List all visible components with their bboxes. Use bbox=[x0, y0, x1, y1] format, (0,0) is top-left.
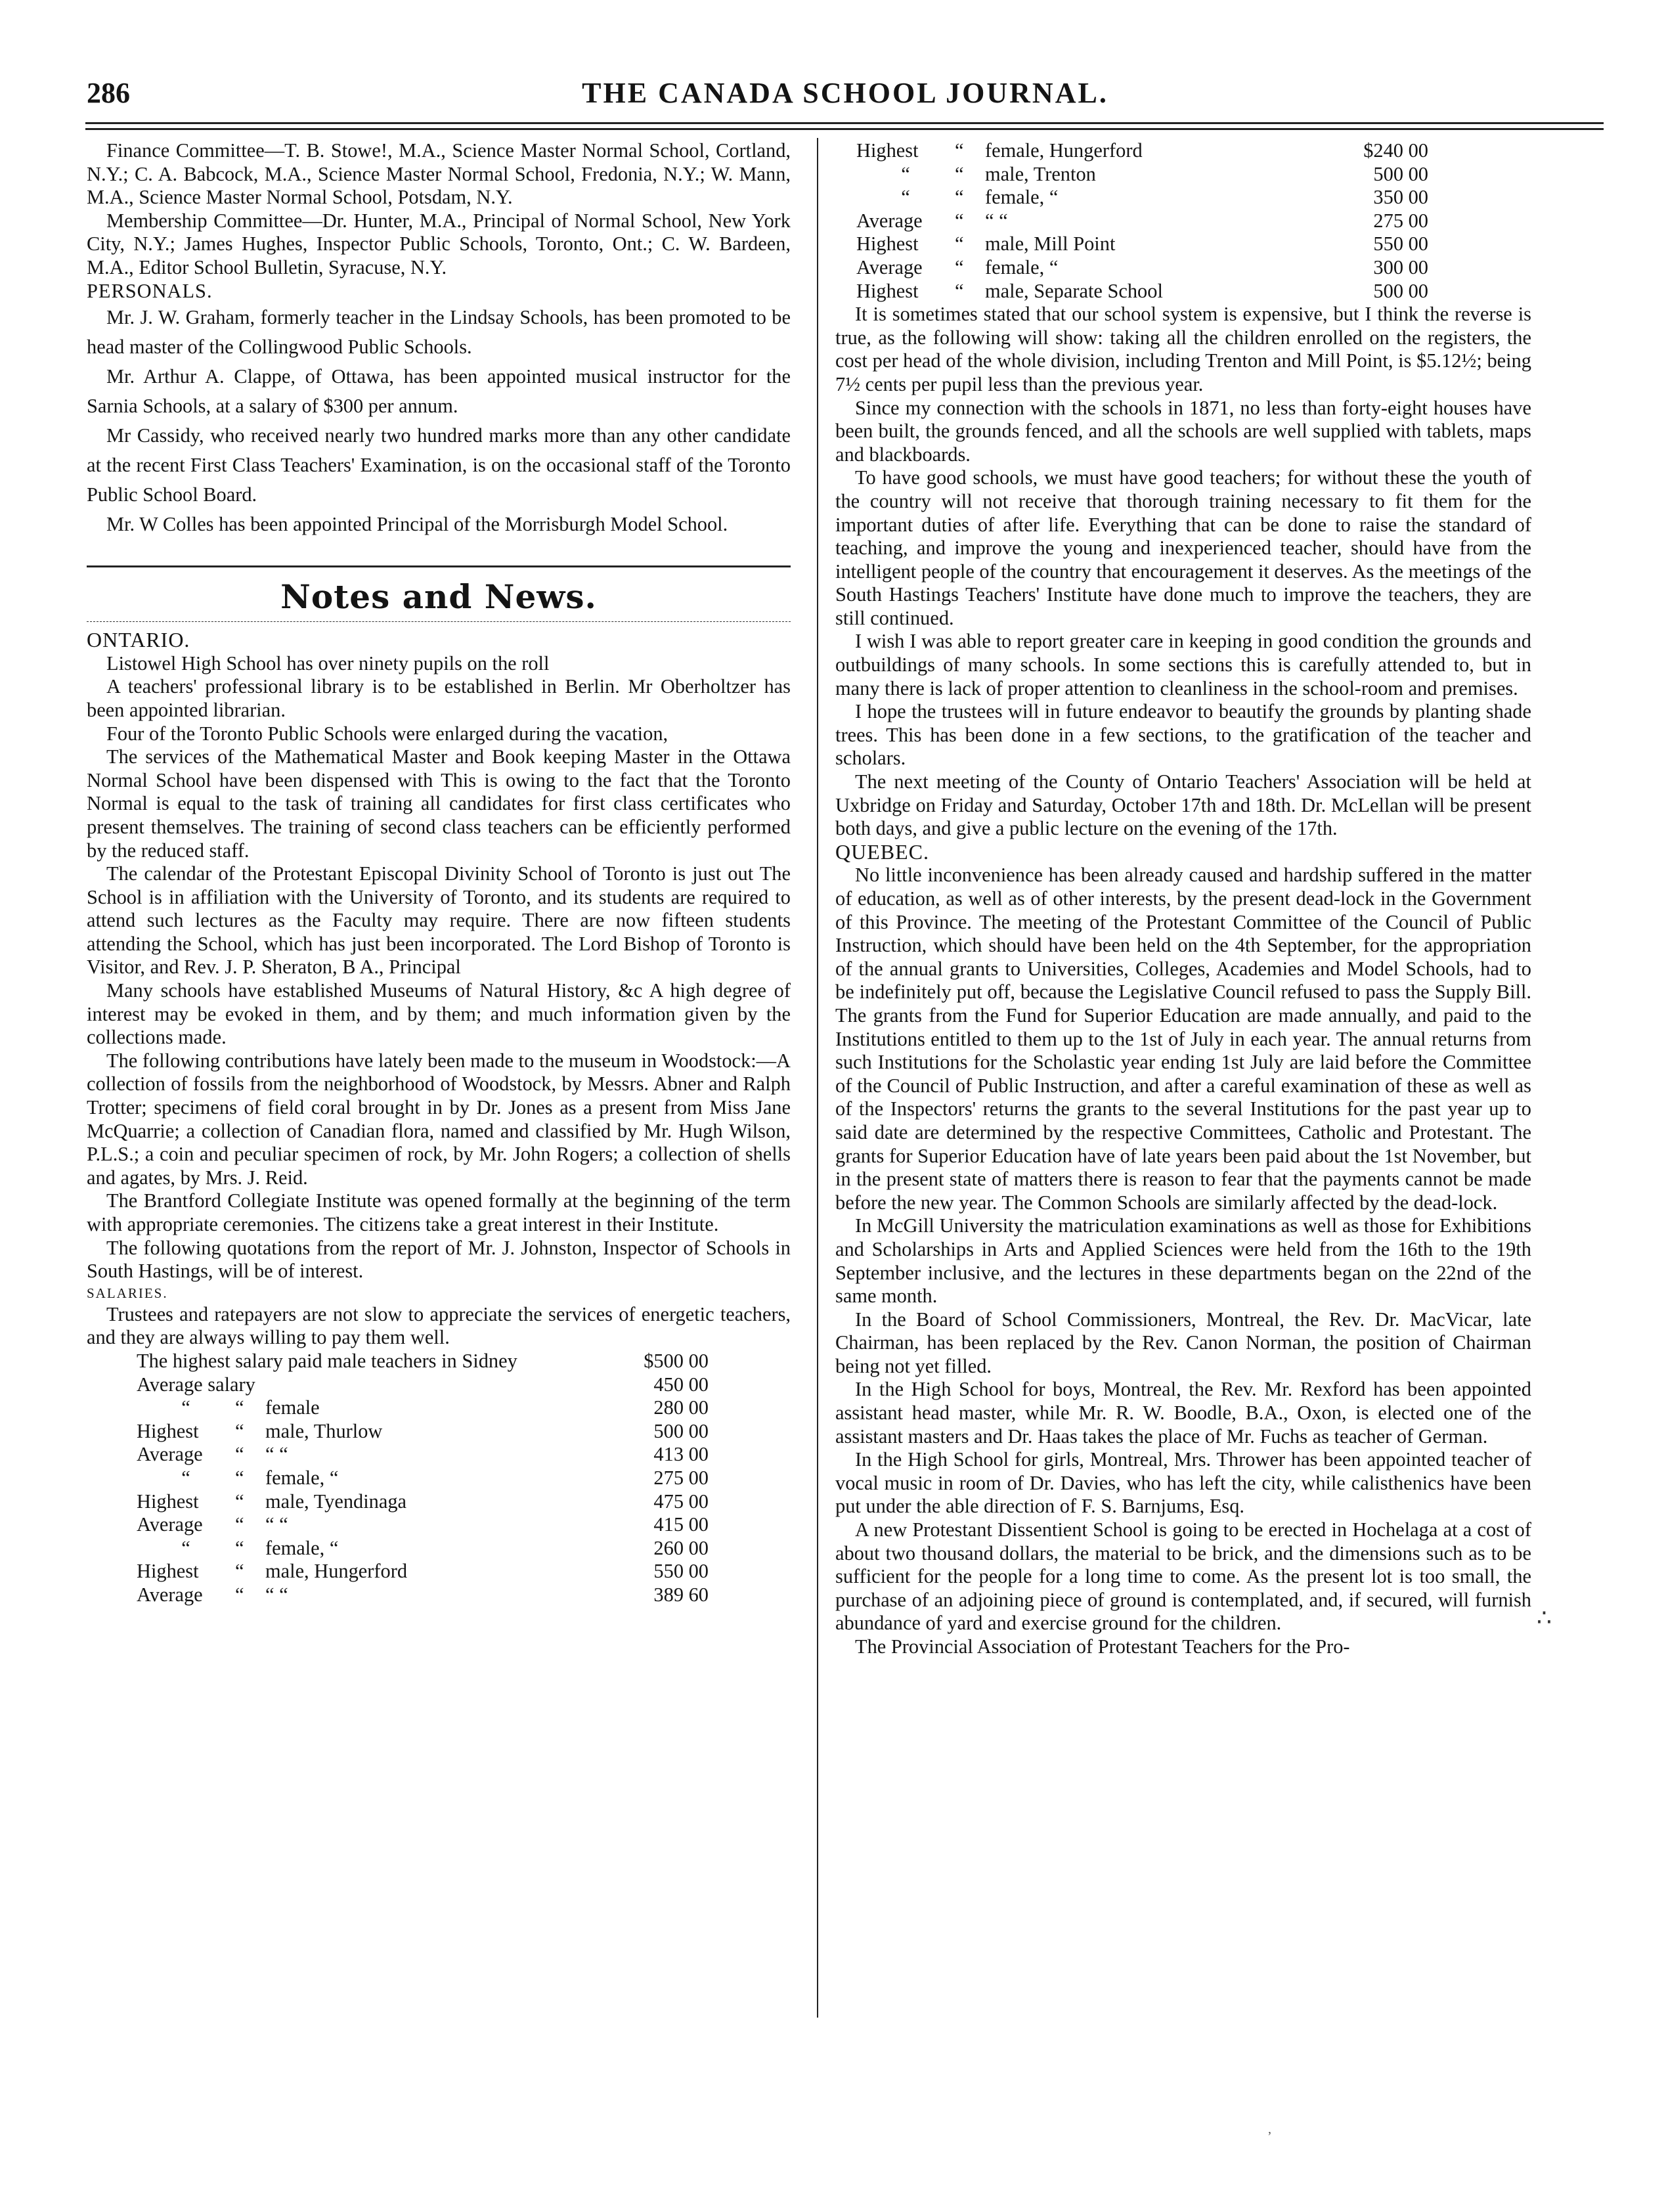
salary-ditto: “ bbox=[955, 209, 964, 232]
salary-amount: 413 00 bbox=[653, 1443, 709, 1466]
salary-description: “ “ bbox=[985, 209, 1008, 232]
salary-description: “ “ bbox=[265, 1443, 288, 1466]
left-ontario-paragraph: Listowel High School has over ninety pupils on the roll bbox=[106, 652, 550, 675]
left-ontario-paragraph: The Brantford Collegiate Institute was opened formally at the beginning of the term with appropriate ceremonies. The citizens take a great interest in their Institute. bbox=[87, 1189, 791, 1235]
salaries-intro: Trustees and ratepayers are not slow to appreciate the services of energetic teachers, and they are always willing to pay them well. bbox=[87, 1302, 791, 1349]
salary-description: female, “ bbox=[985, 186, 1059, 209]
salary-rank: Highest bbox=[856, 232, 919, 255]
salary-amount: 500 00 bbox=[1373, 162, 1428, 185]
salary-row bbox=[856, 280, 1428, 303]
salary-row bbox=[137, 1467, 709, 1490]
salary-ditto: “ bbox=[235, 1536, 244, 1559]
quebec-heading: QUEBEC. bbox=[835, 839, 929, 864]
ontario-news-continued bbox=[835, 303, 1531, 841]
salary-amount: 275 00 bbox=[1373, 209, 1428, 232]
salary-row bbox=[856, 186, 1428, 210]
quebec-news bbox=[835, 864, 1531, 1658]
salary-ditto: “ bbox=[235, 1443, 244, 1466]
salary-rank: Highest bbox=[137, 1490, 199, 1513]
salary-row bbox=[137, 1443, 709, 1467]
right-column bbox=[835, 139, 1531, 1659]
salary-table-right bbox=[856, 139, 1428, 303]
salary-ditto: “ bbox=[955, 162, 964, 185]
salary-description: female, “ bbox=[265, 1536, 339, 1559]
right-quebec-paragraph: The Provincial Association of Protestant Teachers for the Pro- bbox=[855, 1635, 1350, 1658]
salary-amount: 280 00 bbox=[653, 1396, 709, 1419]
left-ontario-paragraph: Four of the Toronto Public Schools were enlarged during the vacation, bbox=[106, 722, 669, 745]
committee-list bbox=[87, 139, 791, 280]
salary-description: female, “ bbox=[265, 1466, 339, 1489]
salary-row bbox=[137, 1350, 709, 1373]
salary-row bbox=[137, 1420, 709, 1444]
right-ontario-paragraph: It is sometimes stated that our school system is expensive, but I think the reverse is true, as the following will show: taking all the children enrolled on the registers, the cost per head of the whole division, including Trenton and Mill Point, is $5.12½; being 7½ cents per pupil less than the previous year. bbox=[835, 303, 1531, 395]
salary-ditto: “ bbox=[235, 1490, 244, 1513]
left-column bbox=[87, 139, 791, 1607]
salary-description: male, Thurlow bbox=[265, 1419, 383, 1442]
right-ontario-paragraph: Since my connection with the schools in 1871, no less than forty-eight houses have been built, the grounds fenced, and all the schools are well supplied with tablets, maps and blackboards. bbox=[835, 396, 1531, 466]
salary-row bbox=[137, 1537, 709, 1560]
salary-description: male, Mill Point bbox=[985, 232, 1116, 255]
salary-ditto: “ bbox=[955, 139, 964, 162]
salary-amount: $500 00 bbox=[644, 1349, 709, 1372]
salary-description: female, “ bbox=[985, 255, 1059, 278]
salary-row bbox=[856, 232, 1428, 256]
salary-amount: $240 00 bbox=[1363, 139, 1428, 162]
column-divider bbox=[817, 138, 818, 2018]
salary-rank: Highest bbox=[137, 1560, 199, 1583]
salary-amount: 500 00 bbox=[653, 1419, 709, 1442]
salary-description: “ “ bbox=[265, 1513, 288, 1536]
right-quebec-paragraph: No little inconvenience has been already caused and hardship suffered in the matter of education, as well as of other interests, by the present dead-lock in the Government of this Province. The meeting of the Protestant Committee of the Council of Public Instruction, which should have been held on the 4th September, for the appropriation of the annual grants to Universities, Colleges, Academies and Model Schools, had to be indefinitely put off, because the Legislative Council refused to pass the Supply Bill. The grants from the Fund for Superior Education are made annually, and paid to the Institutions entitled to them up to the 1st of July in each year. The annual returns from such Institutions for the Scholastic year ending 1st July are laid before the Committee of the Council of Public Instruction, and after a careful examination of these as well as of the Inspectors' returns the grants to the several Institutions for the past year up to said date are determined by the respective Committees, Catholic and Protestant. The grants for Superior Education have of late years been paid about the 1st November, but in the present state of matters there is reason to fear that the payments cannot be made before the new year. The Common Schools are similarly affected by the dead-lock. bbox=[835, 864, 1531, 1214]
left-personals-paragraph: Mr. Arthur A. Clappe, of Ottawa, has been appointed musical instructor for the Sarnia Schools, at a salary of $300 per annum. bbox=[87, 365, 791, 418]
salary-description: male, Tyendinaga bbox=[265, 1490, 407, 1513]
right-ontario-paragraph: The next meeting of the County of Ontario Teachers' Association will be held at Uxbridge on Friday and Saturday, October 17th and 18th. Dr. McLellan will be present both days, and give a public lecture on the evening of the 17th. bbox=[835, 770, 1531, 840]
salary-rank: Average salary bbox=[137, 1373, 255, 1396]
salary-description: female, Hungerford bbox=[985, 139, 1143, 162]
salary-ditto: “ bbox=[235, 1583, 244, 1606]
left-intro-paragraph: Finance Committee—T. B. Stowe!, M.A., Science Master Normal School, Cortland, N.Y.; C. A. Babcock, M.A., Science Master Normal School, Fredonia, N.Y.; W. Mann, M.A., Science Master Normal School, Potsdam, N.Y. bbox=[87, 139, 791, 209]
salaries-heading: SALARIES. bbox=[87, 1285, 168, 1301]
salary-rank: “ bbox=[181, 1536, 190, 1559]
margin-ink-mark: ∴ bbox=[1537, 1604, 1552, 1631]
salary-row bbox=[137, 1490, 709, 1514]
salary-ditto: “ bbox=[235, 1466, 244, 1489]
salary-amount: 415 00 bbox=[653, 1513, 709, 1536]
notes-and-news-heading: Notes and News. bbox=[280, 577, 597, 617]
section-rule bbox=[87, 565, 791, 567]
salary-ditto: “ bbox=[955, 279, 964, 302]
salary-ditto: “ bbox=[955, 255, 964, 278]
right-quebec-paragraph: In the Board of School Commissioners, Montreal, the Rev. Dr. MacVicar, late Chairman, has been replaced by the Rev. Canon Norman, the position of Chairman being not yet filled. bbox=[835, 1308, 1531, 1377]
left-ontario-paragraph: Many schools have established Museums of Natural History, &c A high degree of interest may be evoked in them, and by them; and much information given by the collections made. bbox=[87, 979, 791, 1049]
salary-row bbox=[137, 1560, 709, 1583]
salary-row bbox=[137, 1373, 709, 1397]
salary-description: male, Hungerford bbox=[265, 1560, 408, 1583]
salary-row bbox=[137, 1396, 709, 1420]
right-quebec-paragraph: In the High School for girls, Montreal, Mrs. Thrower has been appointed teacher of vocal music in room of Dr. Davies, who has left the city, while calisthenics have been put under the able direction of F. S. Barnjums, Esq. bbox=[835, 1448, 1531, 1518]
salary-ditto: “ bbox=[235, 1560, 244, 1583]
salary-amount: 550 00 bbox=[1373, 232, 1428, 255]
salary-ditto: “ bbox=[955, 186, 964, 209]
salary-row bbox=[856, 163, 1428, 187]
left-ontario-paragraph: The following contributions have lately been made to the museum in Woodstock:—A collection of fossils from the neighborhood of Woodstock, by Messrs. Abner and Ralph Trotter; specimens of field coral brought in by Dr. Jones as a present from Miss Jane McQuarrie; a collection of Canadian flora, named and classified by Mr. Hugh Wilson, P.L.S.; a coin and peculiar specimen of rock, by Mr. John Rogers; a collection of shells and agates, by Mrs. J. Reid. bbox=[87, 1049, 791, 1189]
salary-rank: Highest bbox=[856, 279, 919, 302]
right-ontario-paragraph: I wish I was able to report greater care in keeping in good condition the grounds and outbuildings of many schools. In some sections this is carefully attended to, but in many there is lack of proper attention to cleanliness in the school-room and premises. bbox=[835, 630, 1531, 699]
stray-ink-dot: ’ bbox=[1267, 2129, 1272, 2144]
salary-amount: 450 00 bbox=[653, 1373, 709, 1396]
salary-amount: 275 00 bbox=[653, 1466, 709, 1489]
left-intro-paragraph: Membership Committee—Dr. Hunter, M.A., Principal of Normal School, New York City, N.Y.; James Hughes, Inspector Public Schools, Toronto, Ont.; C. W. Bardeen, M.A., Editor School Bulletin, Syracuse, N.Y. bbox=[87, 209, 791, 278]
ontario-news bbox=[87, 652, 791, 1283]
salary-ditto: “ bbox=[955, 232, 964, 255]
salary-ditto: “ bbox=[235, 1419, 244, 1442]
salary-amount: 300 00 bbox=[1373, 255, 1428, 278]
salary-row bbox=[137, 1513, 709, 1537]
right-quebec-paragraph: A new Protestant Dissentient School is going to be erected in Hochelaga at a cost of about two thousand dollars, the material to be brick, and the dimensions such as to be sufficient for the people for a long time to come. As the present lot is too small, the purchase of an adjoining piece of ground is contemplated, and, if secured, will furnish abundance of yard and exercise ground for the children. bbox=[835, 1518, 1531, 1635]
ontario-heading: ONTARIO. bbox=[87, 628, 190, 652]
salary-rank: Average bbox=[137, 1583, 203, 1606]
salary-amount: 350 00 bbox=[1373, 186, 1428, 209]
salary-amount: 389 60 bbox=[653, 1583, 709, 1606]
left-ontario-paragraph: A teachers' professional library is to be established in Berlin. Mr Oberholtzer has been appointed librarian. bbox=[87, 675, 791, 721]
salary-ditto: “ bbox=[235, 1513, 244, 1536]
salary-rank: Average bbox=[137, 1513, 203, 1536]
left-personals-paragraph: Mr. J. W. Graham, formerly teacher in the Lindsay Schools, has been promoted to be head master of the Collingwood Public Schools. bbox=[87, 306, 791, 359]
salary-rank: Highest bbox=[137, 1419, 199, 1442]
salary-description: “ “ bbox=[265, 1583, 288, 1606]
left-personals-paragraph: Mr Cassidy, who received nearly two hundred marks more than any other candidate at the recent First Class Teachers' Examination, is on the occasional staff of the Toronto Public School Board. bbox=[87, 424, 791, 506]
salary-description: male, Separate School bbox=[985, 279, 1163, 302]
personals-section bbox=[87, 303, 791, 539]
right-quebec-paragraph: In the High School for boys, Montreal, the Rev. Mr. Rexford has been appointed assistant head master, while Mr. R. W. Boodle, B.A., Oxon, is elected one of the assistant masters and Dr. Haas takes the place of Mr. Fuchs as teacher of German. bbox=[835, 1378, 1531, 1448]
dashed-rule bbox=[87, 621, 791, 622]
header-rule-top bbox=[85, 122, 1604, 124]
salary-rank: “ bbox=[901, 162, 910, 185]
left-personals-paragraph: Mr. W Colles has been appointed Principal of the Morrisburgh Model School. bbox=[106, 513, 728, 536]
personals-heading: PERSONALS. bbox=[87, 279, 213, 302]
salary-row bbox=[137, 1583, 709, 1607]
salary-ditto: “ bbox=[235, 1396, 244, 1419]
salary-table-left bbox=[137, 1350, 709, 1607]
salary-row bbox=[856, 139, 1428, 163]
left-ontario-paragraph: The calendar of the Protestant Episcopal Divinity School of Toronto is just out The School is in affiliation with the University of Toronto, and its students are required to attend such lectures as the Faculty may require. There are now fifteen students attending the School, which has just been incorporated. The Lord Bishop of Toronto is Visitor, and Rev. J. P. Sheraton, B A., Principal bbox=[87, 862, 791, 979]
salary-amount: 260 00 bbox=[653, 1536, 709, 1559]
salary-amount: 500 00 bbox=[1373, 279, 1428, 302]
salary-rank: Highest bbox=[856, 139, 919, 162]
salary-amount: 550 00 bbox=[653, 1560, 709, 1583]
header-rule-bottom bbox=[85, 128, 1604, 130]
left-ontario-paragraph: The services of the Mathematical Master and Book keeping Master in the Ottawa Normal School have been dispensed with This is owing to the fact that the Toronto Normal is equal to the task of training all candidates for first class certificates who present themselves. The training of second class teachers can be efficiently performed by the reduced staff. bbox=[87, 745, 791, 862]
salary-rank: Average bbox=[856, 255, 923, 278]
right-ontario-paragraph: I hope the trustees will in future endeavor to beautify the grounds by planting shade trees. This has been done in a few sections, to the gratification of the teacher and scholars. bbox=[835, 700, 1531, 770]
right-ontario-paragraph: To have good schools, we must have good teachers; for without these the youth of the country will not receive that thorough training necessary to fit them for the important duties of after life. Everything that can be done to raise the standard of teaching, and improve the young and inexperienced teacher, should have from the intelligent people of the country that encouragement it deserves. As the meetings of the South Hastings Teachers' Institute have done much to improve the teachers, they are still continued. bbox=[835, 466, 1531, 629]
salary-rank: Average bbox=[137, 1443, 203, 1466]
salary-description: male, Trenton bbox=[985, 162, 1096, 185]
left-ontario-paragraph: The following quotations from the report of Mr. J. Johnston, Inspector of Schools in South Hastings, will be of interest. bbox=[87, 1236, 791, 1283]
salary-label: The highest salary paid male teachers in Sidney bbox=[137, 1349, 517, 1372]
salary-description: female bbox=[265, 1396, 320, 1419]
salary-rank: “ bbox=[901, 186, 910, 209]
salary-row bbox=[856, 256, 1428, 280]
journal-title: THE CANADA SCHOOL JOURNAL. bbox=[582, 77, 1108, 109]
salary-rank: “ bbox=[181, 1466, 190, 1489]
page-header bbox=[87, 71, 1604, 117]
page-number: 286 bbox=[87, 77, 130, 109]
salary-rank: Average bbox=[856, 209, 923, 232]
right-quebec-paragraph: In McGill University the matriculation examinations as well as those for Exhibitions and Scholarships in Arts and Applied Sciences were held from the 16th to the 19th September inclusive, and the lectures in these departments began on the 22nd of the same month. bbox=[835, 1214, 1531, 1308]
salary-rank: “ bbox=[181, 1396, 190, 1419]
salary-amount: 475 00 bbox=[653, 1490, 709, 1513]
salary-row bbox=[856, 210, 1428, 233]
